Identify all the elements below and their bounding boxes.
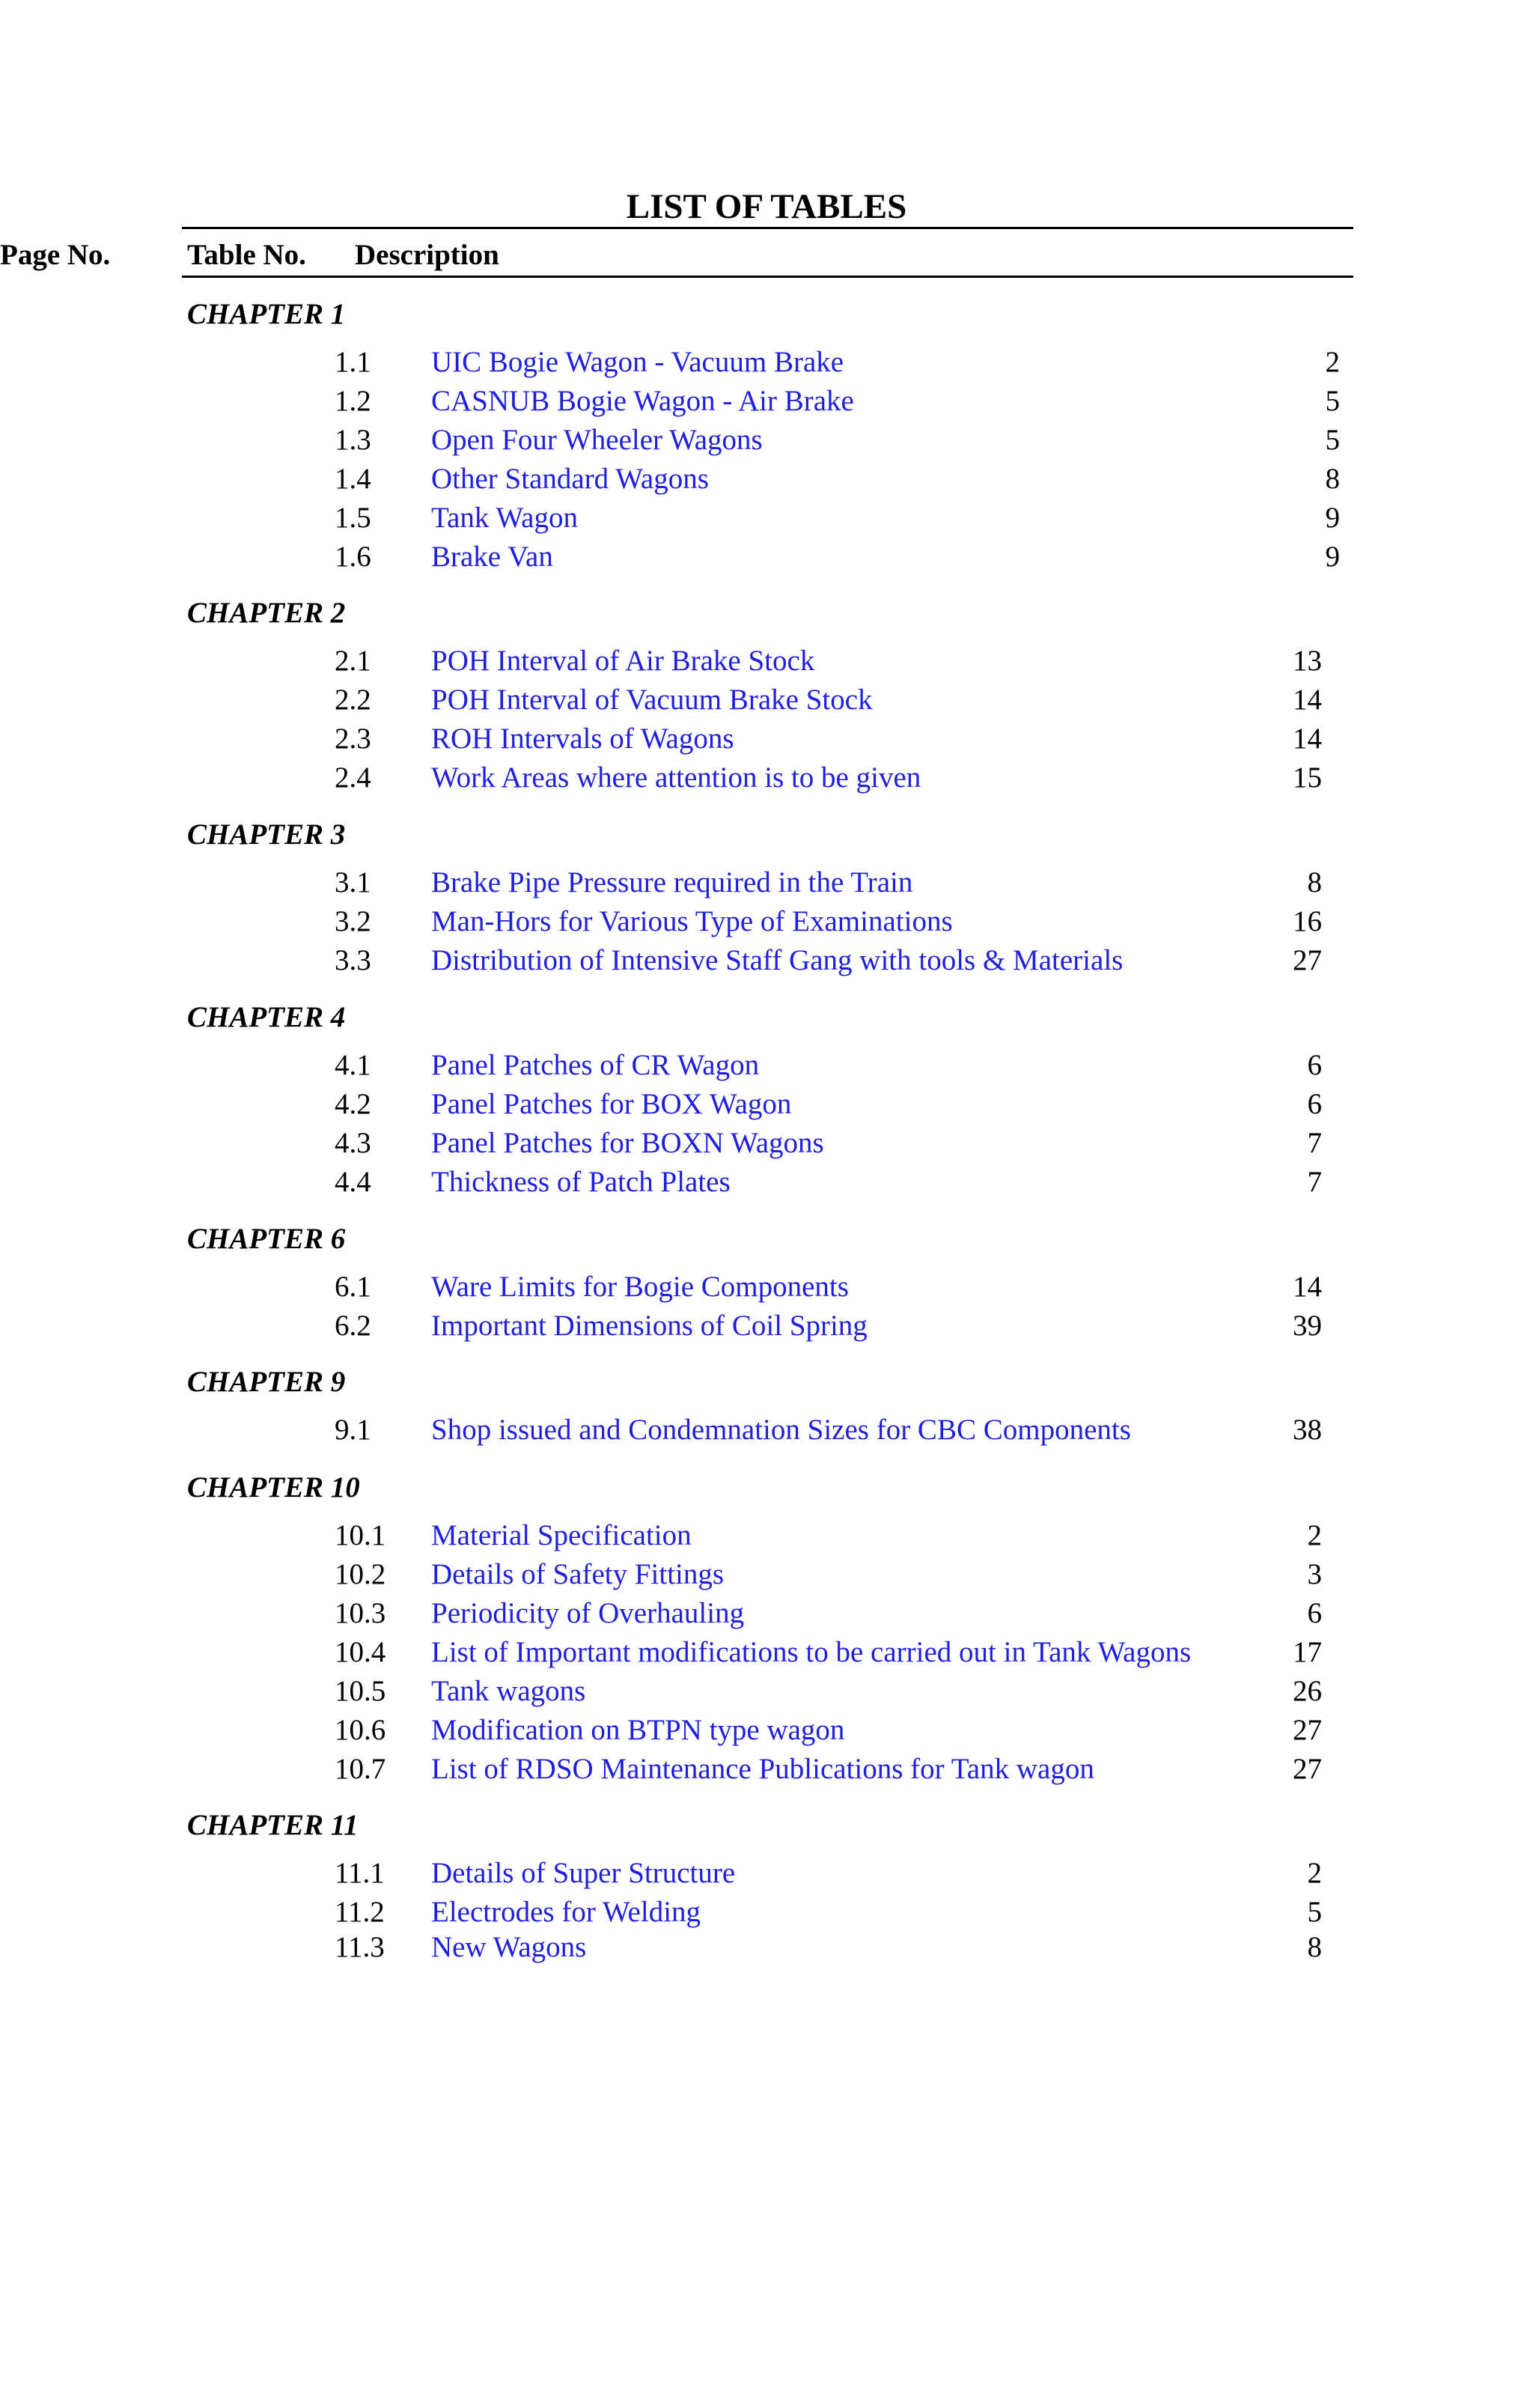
toc-entry[interactable] xyxy=(0,642,1533,681)
table-link[interactable]: Panel Patches for BOXN Wagons xyxy=(431,1127,824,1159)
table-link[interactable]: ROH Intervals of Wagons xyxy=(431,723,734,755)
toc-entry[interactable] xyxy=(0,1893,1533,1932)
table-link[interactable]: New Wagons xyxy=(431,1931,587,1963)
header-page-no: Page No. xyxy=(0,239,111,271)
chapter-heading: CHAPTER 11 xyxy=(187,1809,359,1841)
page-number: 2 xyxy=(1307,1857,1322,1889)
table-link[interactable]: Details of Super Structure xyxy=(431,1857,736,1889)
toc-entry[interactable] xyxy=(0,863,1533,902)
table-link[interactable]: List of RDSO Maintenance Publications for Tank wagon xyxy=(431,1753,1094,1785)
page-number: 3 xyxy=(1307,1558,1322,1590)
table-number: 1.2 xyxy=(335,385,371,417)
toc-entry[interactable] xyxy=(0,1672,1533,1711)
toc-entry[interactable] xyxy=(0,1085,1533,1124)
chapter-heading: CHAPTER 1 xyxy=(187,298,346,330)
table-link[interactable]: Details of Safety Fittings xyxy=(431,1558,725,1590)
table-link[interactable]: Panel Patches of CR Wagon xyxy=(431,1049,760,1081)
toc-entry[interactable] xyxy=(0,1594,1533,1633)
page-number: 26 xyxy=(1293,1675,1322,1707)
table-link[interactable]: Ware Limits for Bogie Components xyxy=(431,1271,849,1303)
table-link[interactable]: Brake Van xyxy=(431,541,553,573)
table-link[interactable]: Panel Patches for BOX Wagon xyxy=(431,1088,792,1120)
table-number: 4.3 xyxy=(335,1127,371,1159)
table-link[interactable]: UIC Bogie Wagon - Vacuum Brake xyxy=(431,346,844,378)
toc-entry[interactable] xyxy=(0,1411,1533,1450)
toc-entry[interactable] xyxy=(0,382,1533,421)
chapter-heading: CHAPTER 9 xyxy=(187,1366,346,1398)
header-description: Description xyxy=(355,239,499,271)
toc-entry[interactable] xyxy=(0,421,1533,460)
toc-entry[interactable] xyxy=(0,681,1533,720)
page-number: 27 xyxy=(1293,1753,1322,1785)
page-number: 14 xyxy=(1293,723,1322,755)
table-number: 4.1 xyxy=(335,1049,371,1081)
table-link[interactable]: List of Important modifications to be carried out in Tank Wagons xyxy=(431,1636,1192,1668)
page-number: 27 xyxy=(1293,1714,1322,1746)
table-link[interactable]: Modification on BTPN type wagon xyxy=(431,1714,845,1746)
table-link[interactable]: Electrodes for Welding xyxy=(431,1896,701,1928)
table-number: 2.4 xyxy=(335,761,371,794)
toc-entry[interactable] xyxy=(0,1633,1533,1672)
header-top-rule xyxy=(182,227,1353,229)
table-number: 1.3 xyxy=(335,424,371,456)
chapter-heading: CHAPTER 6 xyxy=(187,1223,346,1255)
page-number: 13 xyxy=(1293,645,1322,677)
page-number: 14 xyxy=(1293,684,1322,716)
header-table-no: Table No. xyxy=(187,239,306,271)
table-number: 4.2 xyxy=(335,1088,371,1120)
toc-entry[interactable] xyxy=(0,1268,1533,1307)
table-link[interactable]: Distribution of Intensive Staff Gang with tools & Materials xyxy=(431,944,1124,976)
page-number: 14 xyxy=(1293,1271,1322,1303)
page-number: 6 xyxy=(1307,1049,1322,1081)
table-number: 2.2 xyxy=(335,684,371,716)
page-number: 8 xyxy=(1307,1931,1322,1963)
table-number: 11.2 xyxy=(335,1896,385,1928)
table-link[interactable]: Material Specification xyxy=(431,1519,692,1551)
page-number: 5 xyxy=(1325,385,1340,417)
page-number: 27 xyxy=(1293,944,1322,976)
table-number: 1.4 xyxy=(335,463,371,495)
table-number: 1.6 xyxy=(335,541,371,573)
table-number: 10.6 xyxy=(335,1714,386,1746)
toc-entry[interactable] xyxy=(0,1124,1533,1163)
table-link[interactable]: CASNUB Bogie Wagon - Air Brake xyxy=(431,385,854,417)
table-link[interactable]: POH Interval of Vacuum Brake Stock xyxy=(431,684,873,716)
table-number: 3.3 xyxy=(335,944,371,976)
table-number: 1.5 xyxy=(335,502,371,534)
toc-entry[interactable] xyxy=(0,343,1533,382)
toc-entry[interactable] xyxy=(0,1750,1533,1789)
table-link[interactable]: Thickness of Patch Plates xyxy=(431,1166,731,1198)
table-number: 10.2 xyxy=(335,1558,386,1590)
toc-entry[interactable] xyxy=(0,1046,1533,1085)
page-number: 5 xyxy=(1325,424,1340,456)
toc-entry[interactable] xyxy=(0,1516,1533,1555)
page-number: 8 xyxy=(1307,866,1322,899)
table-number: 2.1 xyxy=(335,645,371,677)
table-number: 1.1 xyxy=(335,346,371,378)
page-number: 6 xyxy=(1307,1597,1322,1629)
table-number: 2.3 xyxy=(335,723,371,755)
toc-entry[interactable] xyxy=(0,1928,1533,1967)
table-number: 11.1 xyxy=(335,1857,385,1889)
table-number: 10.1 xyxy=(335,1519,386,1551)
toc-entry[interactable] xyxy=(0,902,1533,941)
chapter-heading: CHAPTER 4 xyxy=(187,1001,346,1033)
page-number: 6 xyxy=(1307,1088,1322,1120)
table-number: 10.3 xyxy=(335,1597,386,1629)
table-number: 10.7 xyxy=(335,1753,386,1785)
page-number: 7 xyxy=(1307,1127,1322,1159)
table-link[interactable]: Important Dimensions of Coil Spring xyxy=(431,1310,868,1342)
page-number: 8 xyxy=(1325,463,1340,495)
table-link[interactable]: Man-Hors for Various Type of Examinations xyxy=(431,905,953,937)
table-link[interactable]: POH Interval of Air Brake Stock xyxy=(431,645,815,677)
page-number: 39 xyxy=(1293,1310,1322,1342)
table-number: 4.4 xyxy=(335,1166,371,1198)
table-number: 10.4 xyxy=(335,1636,386,1668)
table-link[interactable]: Brake Pipe Pressure required in the Train xyxy=(431,866,913,899)
chapter-heading: CHAPTER 3 xyxy=(187,818,346,851)
toc-entry[interactable] xyxy=(0,1555,1533,1594)
page-number: 9 xyxy=(1325,541,1340,573)
page-number: 7 xyxy=(1307,1166,1322,1198)
table-number: 3.2 xyxy=(335,905,371,937)
page-number: 2 xyxy=(1325,346,1340,378)
table-number: 6.1 xyxy=(335,1271,371,1303)
table-number: 9.1 xyxy=(335,1414,371,1446)
table-link[interactable]: Shop issued and Condemnation Sizes for CBC Components xyxy=(431,1414,1131,1446)
page-number: 9 xyxy=(1325,502,1340,534)
toc-entry[interactable] xyxy=(0,941,1533,980)
page-number: 2 xyxy=(1307,1519,1322,1551)
table-number: 11.3 xyxy=(335,1931,385,1963)
table-link[interactable]: Tank wagons xyxy=(431,1675,586,1707)
page-number: 38 xyxy=(1293,1414,1322,1446)
page-number: 5 xyxy=(1307,1896,1322,1928)
table-link[interactable]: Open Four Wheeler Wagons xyxy=(431,424,763,456)
toc-entry[interactable] xyxy=(0,538,1533,577)
page-number: 15 xyxy=(1293,761,1322,794)
page-number: 16 xyxy=(1293,905,1322,937)
toc-entry[interactable] xyxy=(0,499,1533,538)
toc-entry[interactable] xyxy=(0,720,1533,758)
header-bottom-rule xyxy=(182,276,1353,278)
toc-entry[interactable] xyxy=(0,1854,1533,1893)
toc-entry[interactable] xyxy=(0,1307,1533,1346)
table-number: 10.5 xyxy=(335,1675,386,1707)
table-link[interactable]: Other Standard Wagons xyxy=(431,463,709,495)
page-number: 17 xyxy=(1293,1636,1322,1668)
toc-entry[interactable] xyxy=(0,1711,1533,1750)
page-title: LIST OF TABLES xyxy=(626,187,907,226)
chapter-heading: CHAPTER 2 xyxy=(187,597,346,629)
chapter-heading: CHAPTER 10 xyxy=(187,1471,360,1504)
table-link[interactable]: Periodicity of Overhauling xyxy=(431,1597,745,1629)
table-number: 3.1 xyxy=(335,866,371,899)
table-link[interactable]: Tank Wagon xyxy=(431,502,578,534)
table-link[interactable]: Work Areas where attention is to be given xyxy=(431,761,921,794)
toc-entry[interactable] xyxy=(0,1163,1533,1202)
table-number: 6.2 xyxy=(335,1310,371,1342)
toc-entry[interactable] xyxy=(0,758,1533,797)
toc-entry[interactable] xyxy=(0,460,1533,499)
